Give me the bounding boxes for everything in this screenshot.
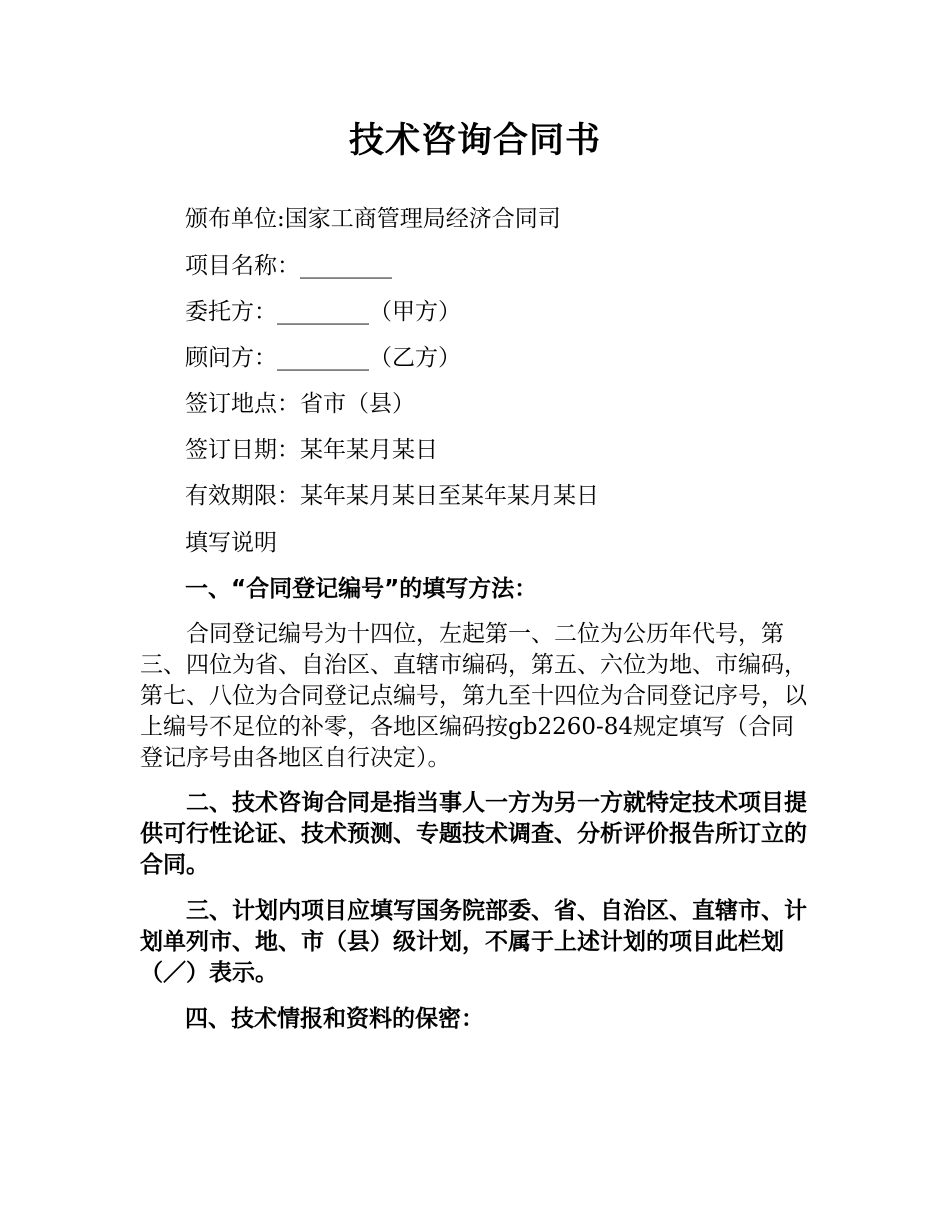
section-2-paragraph: 二、技术咨询合同是指当事人一方为另一方就特定技术项目提供可行性论证、技术预测、专题技术调查、分析评价报告所订立的合同。 xyxy=(140,790,807,878)
section-1-body: 合同登记编号为十四位，左起第一、二位为公历年代号，第三、四位为省、自治区、直辖市编码，第五、六位为地、市编码，第七、八位为合同登记点编号，第九至十四位为合同登记序号，以上编号不足位的补零，各地区编码按gb2260-84规定填写（合同登记序号由各地区自行决定）。 xyxy=(140,621,807,771)
section-4-heading: 四、技术情报和资料的保密： xyxy=(185,1006,484,1032)
publisher-line: 颁布单位:国家工商管理局经济合同司 xyxy=(185,206,561,232)
section-3-paragraph: 三、计划内项目应填写国务院部委、省、自治区、直辖市、计划单列市、地、市（县）级计划，不属于上述计划的项目此栏划（／）表示。 xyxy=(140,898,807,986)
client-line: 委托方：________（甲方） xyxy=(185,299,461,325)
instructions-label: 填写说明 xyxy=(185,530,277,556)
signing-date-line: 签订日期：某年某月某日 xyxy=(185,437,438,463)
signing-place-line: 签订地点：省市（县） xyxy=(185,391,415,417)
document-title: 技术咨询合同书 xyxy=(348,121,601,161)
validity-line: 有效期限：某年某月某日至某年某月某日 xyxy=(185,483,599,509)
section-1-heading: 一、“合同登记编号”的填写方法： xyxy=(185,576,538,602)
project-name-line: 项目名称：________ xyxy=(185,253,392,279)
consultant-line: 顾问方：________（乙方） xyxy=(185,345,461,371)
